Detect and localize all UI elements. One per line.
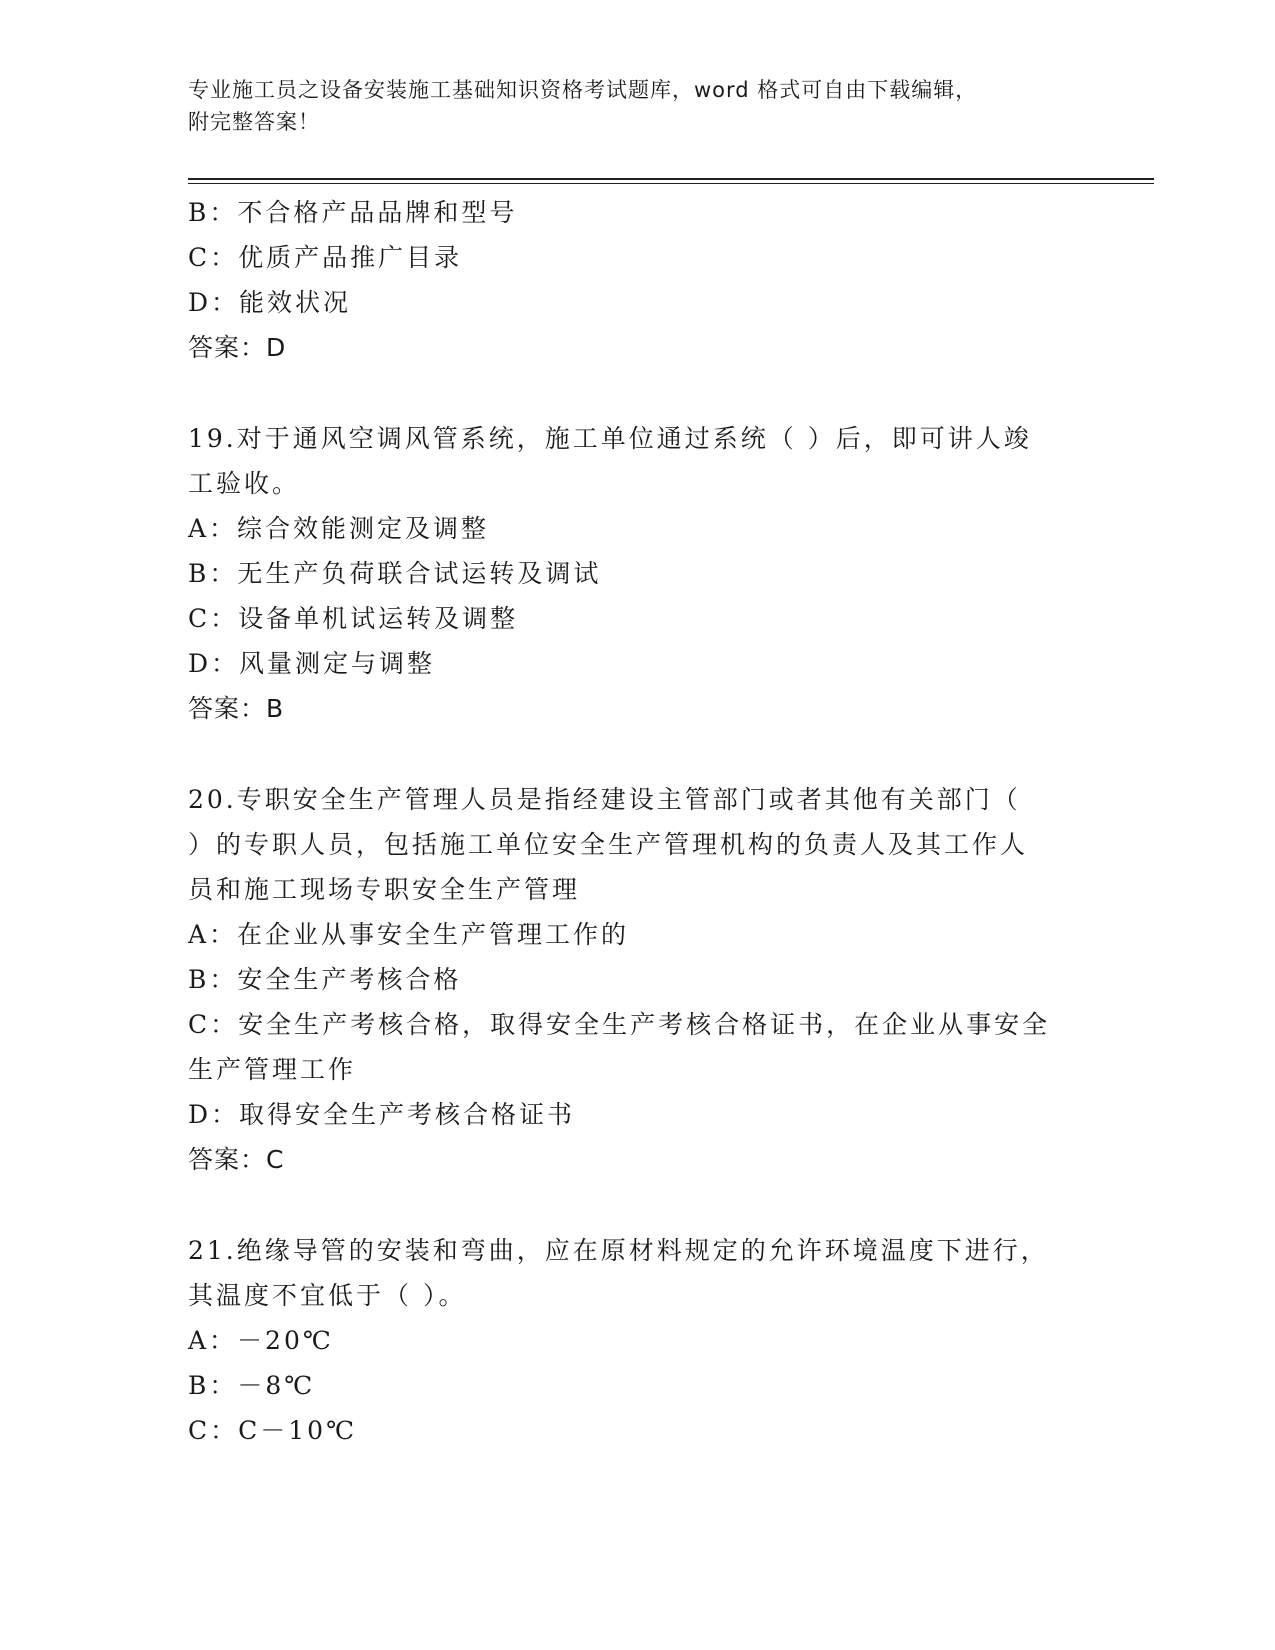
option-b: B：无生产负荷联合试运转及调试	[188, 559, 602, 588]
option-d: D：取得安全生产考核合格证书	[188, 1100, 576, 1129]
answer: 答案：C	[188, 1145, 285, 1174]
question-stem: 21.绝缘导管的安装和弯曲，应在原材料规定的允许环境温度下进行，	[188, 1236, 1049, 1265]
option-c-continued: 生产管理工作	[188, 1055, 357, 1084]
spacer	[188, 731, 1088, 777]
exam-content	[188, 190, 1088, 1453]
question-18	[188, 190, 1088, 370]
option-b: B：安全生产考核合格	[188, 965, 462, 994]
question-stem: 员和施工现场专职安全生产管理	[188, 875, 581, 904]
question-stem: 19.对于通风空调风管系统，施工单位通过系统（ ）后，即可讲人竣	[188, 424, 1032, 453]
header-line-1: 专业施工员之设备安装施工基础知识资格考试题库，word 格式可自由下载编辑，	[188, 78, 978, 102]
option-a: A：综合效能测定及调整	[188, 514, 490, 543]
option-d: D：能效状况	[188, 288, 352, 317]
answer: 答案：B	[188, 694, 285, 723]
option-c: C：优质产品推广目录	[188, 243, 463, 272]
question-stem: 其温度不宜低于（ ）。	[188, 1281, 467, 1310]
option-b: B：不合格产品品牌和型号	[188, 198, 518, 227]
option-a: A：在企业从事安全生产管理工作的	[188, 920, 630, 949]
option-c: C：安全生产考核合格，取得安全生产考核合格证书，在企业从事安全	[188, 1010, 1051, 1039]
option-c: C：设备单机试运转及调整	[188, 604, 519, 633]
option-d: D：风量测定与调整	[188, 649, 436, 678]
option-b: B：－8℃	[188, 1371, 316, 1400]
spacer	[188, 370, 1088, 416]
question-19	[188, 416, 1088, 731]
spacer	[188, 1182, 1088, 1228]
option-a: A：－20℃	[188, 1326, 334, 1355]
question-21	[188, 1228, 1088, 1453]
header-divider-thin	[188, 183, 1154, 184]
question-20	[188, 777, 1088, 1182]
question-stem: 20.专职安全生产管理人员是指经建设主管部门或者其他有关部门（	[188, 785, 1021, 814]
answer: 答案：D	[188, 333, 287, 362]
document-header	[188, 74, 1068, 138]
question-stem: ）的专职人员，包括施工单位安全生产管理机构的负责人及其工作人	[188, 830, 1029, 859]
option-c: C：C－10℃	[188, 1416, 358, 1445]
header-line-2: 附完整答案！	[188, 110, 320, 134]
question-stem: 工验收。	[188, 469, 301, 498]
header-divider-thick	[188, 178, 1154, 180]
